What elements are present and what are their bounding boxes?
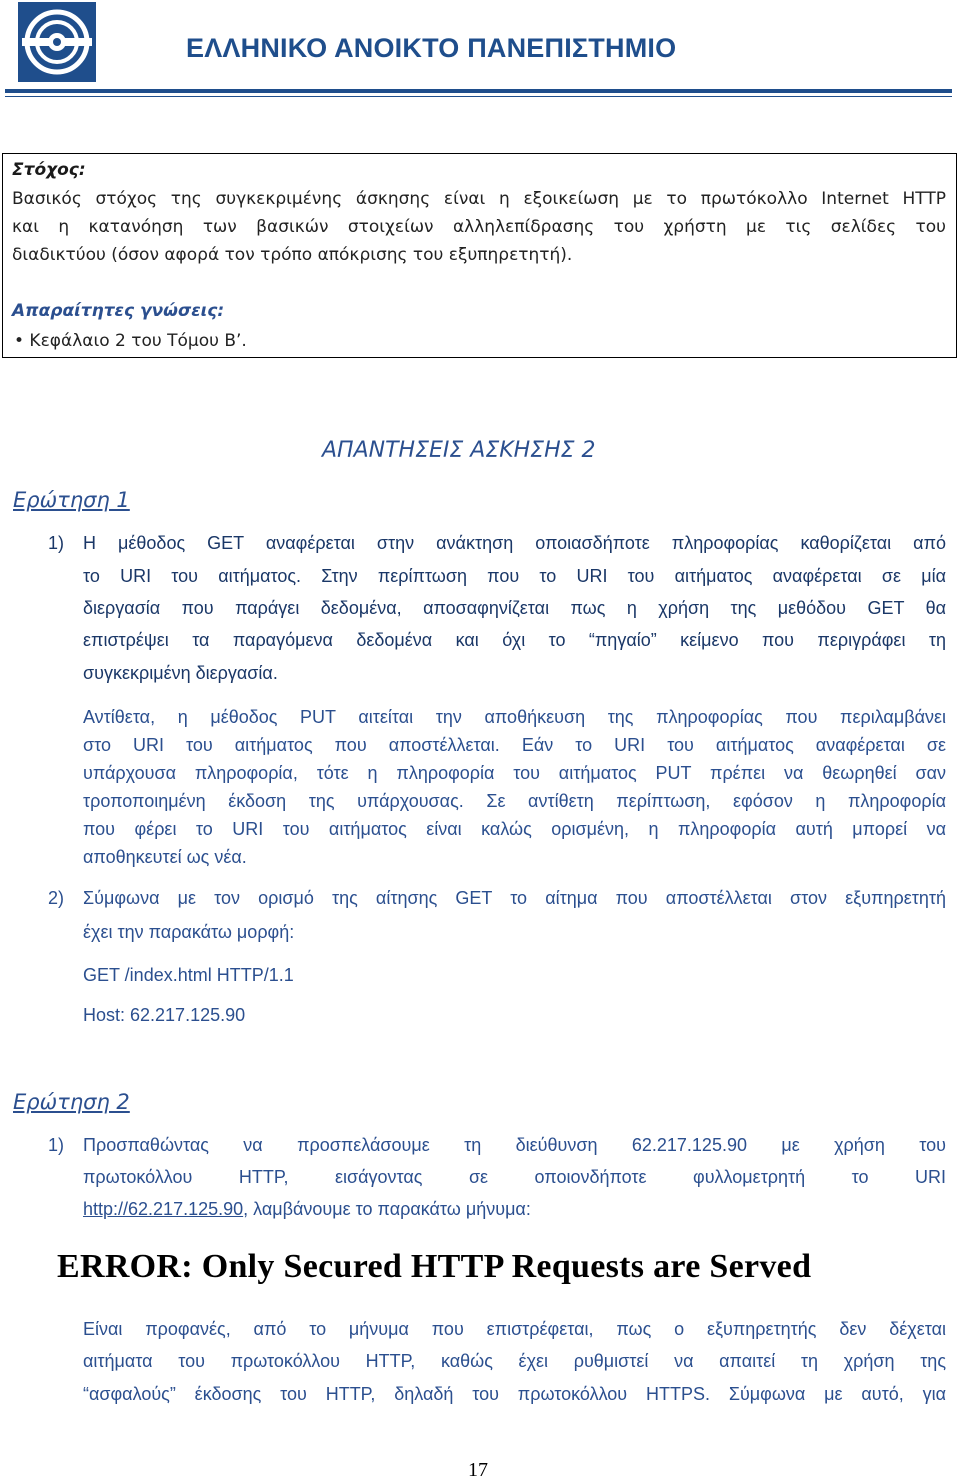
answer-line: υπάρχουσα πληροφορία, τότε η πληροφορία του αιτήματος PUT πρέπει να θεωρηθεί σαν bbox=[83, 763, 946, 783]
answer-line-rest: , λαμβάνουμε το παρακάτω μήνυμα: bbox=[243, 1199, 531, 1219]
answers-title: ΑΠΑΝΤΗΣΕΙΣ ΑΣΚΗΣΗΣ 2 bbox=[322, 438, 596, 463]
answer-line: συγκεκριμένη διεργασία. bbox=[83, 663, 278, 683]
http-request-line: GET /index.html HTTP/1.1 bbox=[83, 965, 294, 985]
answer-line: “ασφαλούς” έκδοσης του HTTP, δηλαδή του πρωτοκόλλου HTTPS. Σύμφωνα με αυτό, για bbox=[83, 1384, 946, 1404]
list-number: 2) bbox=[48, 888, 65, 908]
answer-line: Προσπαθώντας να προσπελάσουμε τη διεύθυνση 62.217.125.90 με χρήση του bbox=[83, 1135, 946, 1155]
answer-line: που φέρει το URI του αιτήματος είναι καλώς ορισμένη, η πληροφορία αυτή μπορεί να bbox=[83, 819, 946, 839]
answer-line: επιστρέψει τα παραγόμενα δεδομένα και όχι το “πηγαίο” κείμενο που περιγράφει τη bbox=[83, 630, 946, 650]
question-1-heading: Ερώτηση 1 bbox=[13, 488, 130, 512]
university-logo-icon bbox=[18, 2, 96, 82]
goal-line: Βασικός στόχος της συγκεκριμένης άσκησης είναι η εξοικείωση με το πρωτόκολλο Internet HTTP bbox=[12, 189, 946, 209]
answer-line bbox=[83, 1198, 531, 1220]
answer-line: αποθηκευτεί ως νέα. bbox=[83, 847, 247, 867]
answer-line: Αντίθετα, η μέθοδος PUT αιτείται την αποθήκευση της πληροφορίας που περιλαμβάνει bbox=[83, 707, 946, 727]
answer-line: στο URI του αιτήματος που αποστέλλεται. Εάν το URI του αιτήματος αναφέρεται σε bbox=[83, 735, 946, 755]
answer-line: τροποποιημένη έκδοση της υπάρχουσας. Σε αντίθετη περίπτωση, εφόσον η πληροφορία bbox=[83, 791, 946, 811]
answer-line: Σύμφωνα με τον ορισμό της αίτησης GET το αίτημα που αποστέλλεται στον εξυπηρετητή bbox=[83, 888, 946, 908]
list-number: 1) bbox=[48, 1135, 65, 1155]
answer-line: το URI του αιτήματος. Στην περίπτωση που το URI του αιτήματος αναφέρεται σε μία bbox=[83, 566, 946, 586]
answer-line: αιτήματα του πρωτοκόλλου HTTP, καθώς έχει ρυθμιστεί να απαιτεί τη χρήση της bbox=[83, 1351, 946, 1371]
page-header bbox=[0, 0, 960, 100]
prerequisite-item: • Κεφάλαιο 2 του Τόμου Β’. bbox=[14, 331, 247, 351]
header-rule-thin bbox=[5, 96, 952, 97]
http-host-line: Host: 62.217.125.90 bbox=[83, 1005, 246, 1025]
list-number: 1) bbox=[48, 533, 65, 553]
prerequisites-label: Απαραίτητες γνώσεις: bbox=[12, 301, 225, 321]
answer-line: έχει την παρακάτω μορφή: bbox=[83, 922, 295, 942]
goal-label: Στόχος: bbox=[12, 160, 86, 180]
answer-line: διεργασία που παράγει δεδομένα, αποσαφηνίζεται πως η χρήση της μεθόδου GET θα bbox=[83, 598, 946, 618]
error-message-image: ERROR: Only Secured HTTP Requests are Served bbox=[57, 1248, 812, 1285]
answer-line: Είναι προφανές, από το μήνυμα που επιστρέφεται, πως ο εξυπηρετητής δεν δέχεται bbox=[83, 1319, 946, 1339]
answer-line: Η μέθοδος GET αναφέρεται στην ανάκτηση οποιασδήποτε πληροφορίας καθορίζεται από bbox=[83, 533, 946, 553]
answer-line: πρωτοκόλλου HTTP, εισάγοντας σε οποιονδήποτε φυλλομετρητή το URI bbox=[83, 1167, 946, 1187]
header-rule bbox=[5, 89, 952, 93]
question-2-heading: Ερώτηση 2 bbox=[13, 1090, 130, 1114]
goal-line: διαδικτύου (όσον αφορά τον τρόπο απόκρισης του εξυπηρετητή). bbox=[12, 245, 573, 265]
university-title: ΕΛΛΗΝΙΚΟ ΑΝΟΙΚΤΟ ΠΑΝΕΠΙΣΤΗΜΙΟ bbox=[186, 33, 677, 63]
goal-line: και η κατανόηση των βασικών στοιχείων αλληλεπίδρασης του χρήστη με τις σελίδες του bbox=[12, 217, 946, 237]
page-number: 17 bbox=[468, 1459, 488, 1481]
server-url-link[interactable]: http://62.217.125.90 bbox=[83, 1199, 244, 1219]
